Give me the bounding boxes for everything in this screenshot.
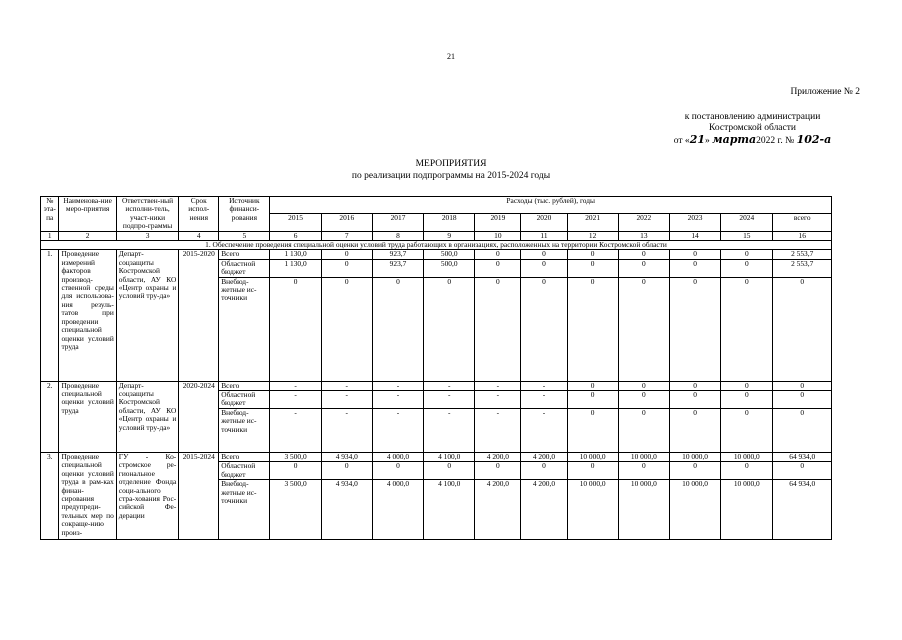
amount-cell: 0 [721, 408, 773, 452]
amount-cell: 0 [721, 381, 773, 390]
amount-cell: - [372, 381, 423, 390]
amount-cell: 0 [521, 259, 567, 277]
amount-cell: - [372, 408, 423, 452]
decree-number: 102-а [796, 133, 832, 146]
column-number-9: 9 [424, 231, 475, 240]
amount-cell: 0 [618, 259, 669, 277]
execution-term: 2020-2024 [179, 381, 219, 452]
measures-table [40, 196, 832, 540]
header-source: Источник финанси-рования [219, 197, 270, 232]
amount-cell: 0 [721, 462, 773, 480]
year-header-10: всего [773, 214, 832, 231]
column-number-8: 8 [372, 231, 423, 240]
year-header-9: 2024 [721, 214, 773, 231]
amount-cell: 0 [567, 381, 618, 390]
amount-cell: - [270, 408, 321, 452]
year-header-1: 2016 [321, 214, 372, 231]
amount-cell: 0 [618, 462, 669, 480]
header-term: Срок испол-нения [179, 197, 219, 232]
year-header-5: 2020 [521, 214, 567, 231]
column-number-16: 16 [773, 231, 832, 240]
responsible-party: Департ-соцзащиты Костромской области, АУ КО «Центр охраны и условий тру-да» [116, 381, 178, 452]
amount-cell: 0 [521, 250, 567, 259]
column-number-15: 15 [721, 231, 773, 240]
year-header-2: 2017 [372, 214, 423, 231]
amount-cell: 0 [669, 462, 720, 480]
amount-cell: 4 100,0 [424, 452, 475, 461]
column-number-13: 13 [618, 231, 669, 240]
amount-cell: 0 [618, 391, 669, 409]
amount-cell: 923,7 [372, 250, 423, 259]
amount-cell: 923,7 [372, 259, 423, 277]
amount-cell: 0 [567, 391, 618, 409]
amount-cell: 10 000,0 [669, 480, 720, 540]
measure-name: Проведение измерений факторов производ-ственной среды для использова-ния резуль-татов при проведении специальной оценки условий труда [59, 250, 116, 381]
amount-cell: 3 500,0 [270, 452, 321, 461]
amount-cell: - [321, 408, 372, 452]
amount-cell: 10 000,0 [669, 452, 720, 461]
amount-cell: - [424, 391, 475, 409]
amount-cell: 0 [773, 462, 832, 480]
year-header-8: 2023 [669, 214, 720, 231]
amount-cell: 0 [773, 381, 832, 390]
title-sub: по реализации подпрограммы на 2015-2024 годы [351, 171, 551, 181]
amount-cell: 0 [669, 259, 720, 277]
page-number: 21 [447, 52, 455, 61]
amount-cell: - [475, 408, 521, 452]
amount-cell: 3 500,0 [270, 480, 321, 540]
header-responsible: Ответствен-ный исполни-тель, участ-ники подпро-граммы [116, 197, 178, 232]
amount-cell: 64 934,0 [773, 452, 832, 461]
funding-source: Областной бюджет [219, 391, 270, 409]
amount-cell: 0 [567, 277, 618, 381]
column-number-14: 14 [669, 231, 720, 240]
amount-cell: 0 [475, 259, 521, 277]
amount-cell: 0 [567, 408, 618, 452]
amount-cell: - [521, 408, 567, 452]
column-number-5: 5 [219, 231, 270, 240]
amount-cell: 0 [669, 277, 720, 381]
amount-cell: 0 [475, 277, 521, 381]
amount-cell: 0 [521, 462, 567, 480]
amount-cell: 4 000,0 [372, 480, 423, 540]
year-header-0: 2015 [270, 214, 321, 231]
amount-cell: 4 100,0 [424, 480, 475, 540]
amount-cell: 4 000,0 [372, 452, 423, 461]
amount-cell: 2 553,7 [773, 259, 832, 277]
amount-cell: 0 [669, 250, 720, 259]
amount-cell: 64 934,0 [773, 480, 832, 540]
amount-cell: 1 130,0 [270, 250, 321, 259]
amount-cell: 0 [372, 277, 423, 381]
document-title [0, 158, 902, 182]
responsible-party: ГУ - Ко-стромское ре-гиональное отделение Фонда соци-ального стра-хования Рос-сийской Фе-дерации [116, 452, 178, 539]
amount-cell: 0 [270, 462, 321, 480]
amount-cell: 0 [567, 259, 618, 277]
column-number-1: 1 [41, 231, 59, 240]
amount-cell: 0 [669, 408, 720, 452]
funding-source: Всего [219, 381, 270, 390]
amount-cell: - [475, 381, 521, 390]
table-row [41, 381, 832, 390]
amount-cell: 0 [721, 391, 773, 409]
amount-cell: - [372, 391, 423, 409]
decree-reference [640, 112, 865, 147]
amount-cell: 4 200,0 [521, 480, 567, 540]
decree-line-1: к постановлению администрации [684, 112, 821, 122]
amount-cell: 0 [270, 277, 321, 381]
amount-cell: 4 934,0 [321, 452, 372, 461]
table-row [41, 250, 832, 259]
funding-source: Областной бюджет [219, 259, 270, 277]
table-row [41, 452, 832, 461]
amount-cell: 10 000,0 [567, 452, 618, 461]
amount-cell: 4 200,0 [475, 480, 521, 540]
execution-term: 2015-2020 [179, 250, 219, 381]
amount-cell: - [321, 381, 372, 390]
amount-cell: - [424, 381, 475, 390]
amount-cell: 4 934,0 [321, 480, 372, 540]
amount-cell: - [521, 381, 567, 390]
row-number: 3. [41, 452, 59, 539]
title-main: МЕРОПРИЯТИЯ [415, 159, 487, 169]
column-number-row [41, 231, 832, 240]
funding-source: Всего [219, 452, 270, 461]
amount-cell: 0 [721, 259, 773, 277]
amount-cell: 0 [669, 381, 720, 390]
year-header-7: 2022 [618, 214, 669, 231]
amount-cell: - [521, 391, 567, 409]
decree-line-2: Костромской области [709, 123, 796, 133]
column-number-12: 12 [567, 231, 618, 240]
decree-mid: » [705, 136, 713, 146]
amount-cell: 10 000,0 [721, 452, 773, 461]
appendix-label: Приложение № 2 [790, 87, 860, 97]
funding-source: Внебюд-жетные ис-точники [219, 277, 270, 381]
amount-cell: 10 000,0 [721, 480, 773, 540]
amount-cell: - [270, 381, 321, 390]
amount-cell: 2 553,7 [773, 250, 832, 259]
amount-cell: 0 [618, 250, 669, 259]
amount-cell: - [321, 391, 372, 409]
amount-cell: 0 [618, 408, 669, 452]
amount-cell: 4 200,0 [475, 452, 521, 461]
amount-cell: 500,0 [424, 259, 475, 277]
amount-cell: 0 [567, 250, 618, 259]
amount-cell: 0 [424, 462, 475, 480]
decree-date-line [640, 134, 865, 147]
decree-year: 2022 г. № [756, 136, 797, 146]
funding-source: Всего [219, 250, 270, 259]
amount-cell: 0 [475, 250, 521, 259]
row-number: 1. [41, 250, 59, 381]
header-expenses: Расходы (тыс. рублей), годы [270, 197, 832, 214]
amount-cell: - [424, 408, 475, 452]
header-name: Наименова-ние меро-приятия [59, 197, 116, 232]
amount-cell: 0 [521, 277, 567, 381]
amount-cell: 0 [475, 462, 521, 480]
column-number-3: 3 [116, 231, 178, 240]
amount-cell: 0 [567, 462, 618, 480]
amount-cell: 0 [321, 462, 372, 480]
amount-cell: - [475, 391, 521, 409]
year-header-3: 2018 [424, 214, 475, 231]
amount-cell: 10 000,0 [618, 480, 669, 540]
amount-cell: - [270, 391, 321, 409]
year-header-6: 2021 [567, 214, 618, 231]
amount-cell: 500,0 [424, 250, 475, 259]
amount-cell: 0 [321, 277, 372, 381]
funding-source: Внебюд-жетные ис-точники [219, 480, 270, 540]
column-number-10: 10 [475, 231, 521, 240]
amount-cell: 0 [721, 277, 773, 381]
amount-cell: 0 [321, 259, 372, 277]
amount-cell: 0 [618, 277, 669, 381]
decree-month: марта [712, 133, 757, 146]
decree-day: 21 [689, 133, 705, 146]
column-number-2: 2 [59, 231, 116, 240]
amount-cell: 0 [372, 462, 423, 480]
amount-cell: 0 [424, 277, 475, 381]
measure-name: Проведение специальной оценки условий труда в рам-ках финан-сирования предупреди-тельных мер по сокраще-нию произ- [59, 452, 116, 539]
measure-name: Проведение специальной оценки условий труда [59, 381, 116, 452]
year-header-4: 2019 [475, 214, 521, 231]
amount-cell: 4 200,0 [521, 452, 567, 461]
header-no: № эта-па [41, 197, 59, 232]
column-number-11: 11 [521, 231, 567, 240]
amount-cell: 0 [669, 391, 720, 409]
column-number-4: 4 [179, 231, 219, 240]
execution-term: 2015-2024 [179, 452, 219, 539]
amount-cell: 0 [773, 391, 832, 409]
responsible-party: Департ-соцзащиты Костромской области, АУ КО «Центр охраны и условий тру-да» [116, 250, 178, 381]
section-row [41, 241, 832, 250]
amount-cell: 10 000,0 [618, 452, 669, 461]
amount-cell: 0 [321, 250, 372, 259]
page-bottom-edge [0, 610, 902, 640]
section-title: 1. Обеспечение проведения специальной оценки условий труда работающих в организациях, расположенных на территории Костромской области [41, 241, 832, 250]
amount-cell: 1 130,0 [270, 259, 321, 277]
column-number-7: 7 [321, 231, 372, 240]
amount-cell: 0 [618, 381, 669, 390]
funding-source: Внебюд-жетные ис-точники [219, 408, 270, 452]
row-number: 2. [41, 381, 59, 452]
amount-cell: 0 [773, 408, 832, 452]
amount-cell: 0 [773, 277, 832, 381]
amount-cell: 10 000,0 [567, 480, 618, 540]
funding-source: Областной бюджет [219, 462, 270, 480]
decree-date-prefix: от « [673, 136, 690, 146]
column-number-6: 6 [270, 231, 321, 240]
amount-cell: 0 [721, 250, 773, 259]
